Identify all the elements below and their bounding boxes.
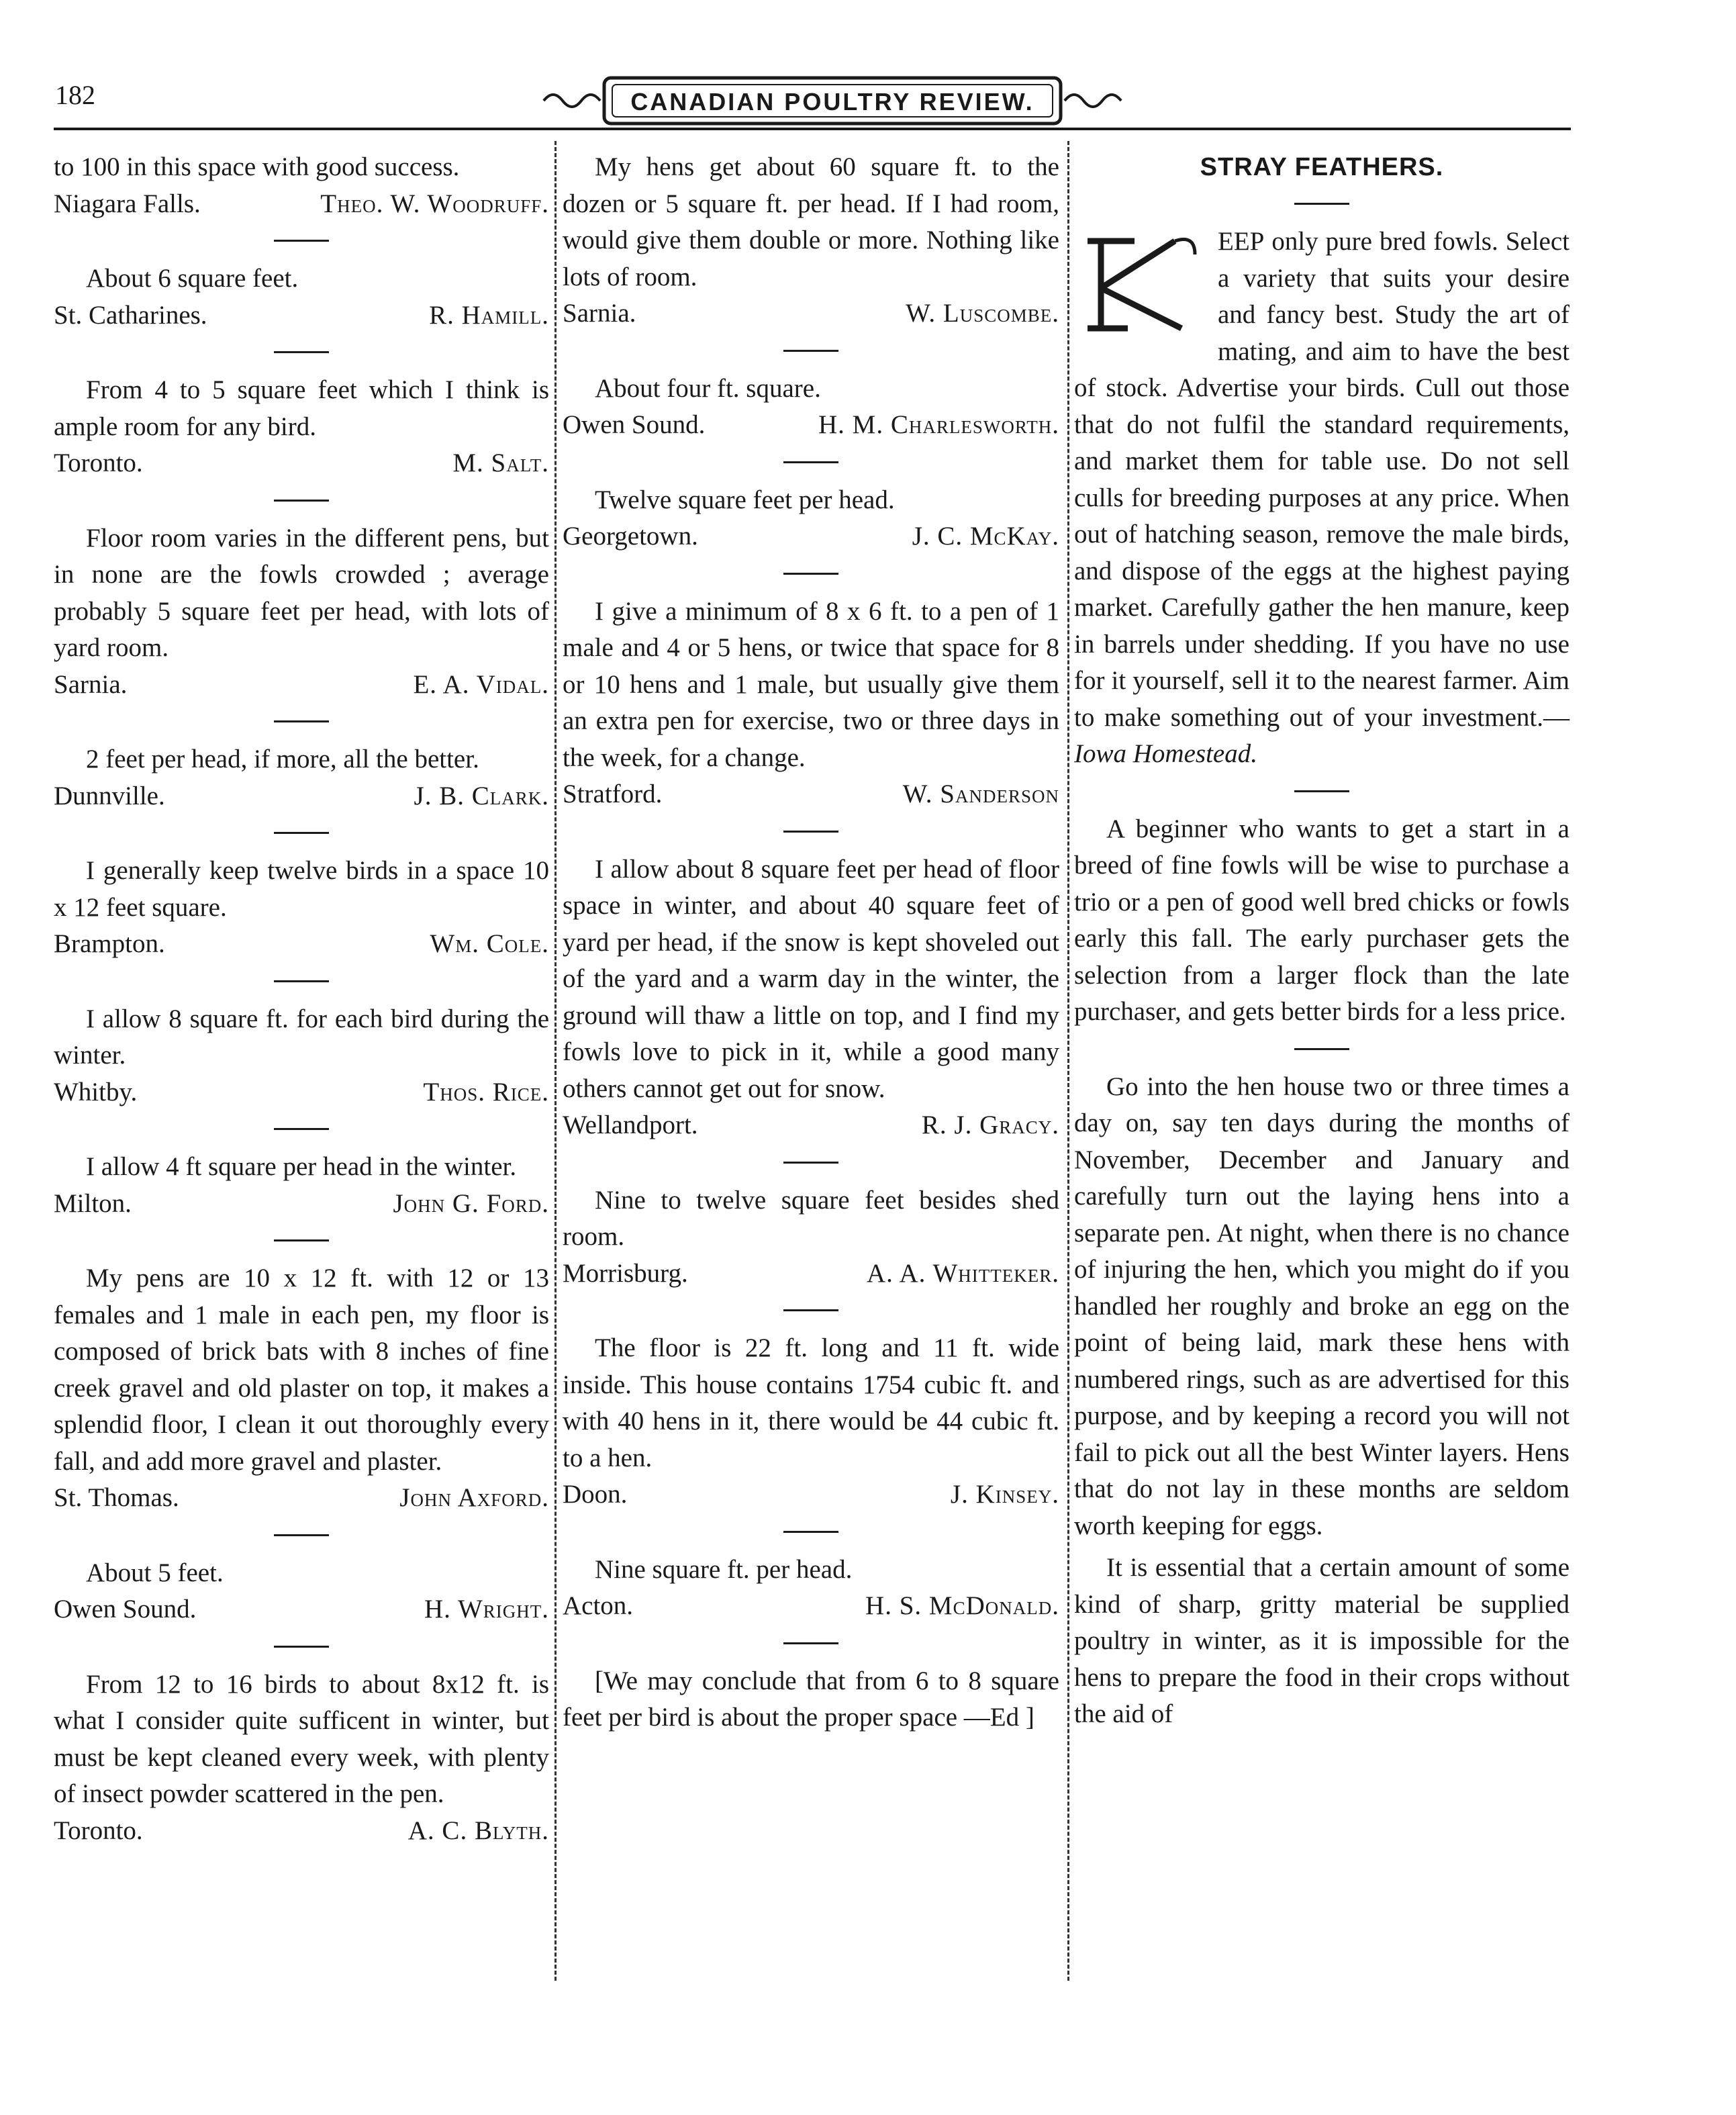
entry-text: Nine square ft. per head. <box>595 1554 853 1584</box>
signature-name: Wm. Cole. <box>430 929 549 958</box>
entry-text: I generally keep twelve birds in a space 10 x 12 feet square. <box>54 856 549 922</box>
letter-entry <box>563 371 1059 444</box>
article-paragraph-3: Go into the hen house two or three times a day on, say ten days during the months of November, December and January and carefully turn out the laying hens into a separate pen. At night, when there is no chance of injuring the hen, which you might do if you handled her roughly and broke an egg on the point of being laid, mark these hens with numbered rings, such as are advertised for this purpose, and by keeping a record you will not fail to pick out all the best Winter layers. Hens that do not lay in these months are seldom worth keeping for eggs. <box>1074 1072 1570 1540</box>
signature-place: Wellandport. <box>563 1111 698 1139</box>
signature-place: St. Thomas. <box>54 1483 179 1512</box>
signature-place: Acton. <box>563 1591 634 1620</box>
letter-entry <box>54 372 549 482</box>
signature-name: H. S. McDonald. <box>865 1591 1059 1620</box>
letter-entry <box>563 851 1059 1144</box>
entry-text: I give a minimum of 8 x 6 ft. to a pen of 1 male and 4 or 5 hens, or twice that space for 8 or 10 hens and 1 male, but usually give them an extra pen for exercise, two or three days in the week, for a change. <box>563 596 1059 772</box>
signature-place: Owen Sound. <box>54 1595 197 1624</box>
letter-entry <box>54 741 549 814</box>
entry-text: The floor is 22 ft. long and 11 ft. wide inside. This house contains 1754 cubic ft. and with 40 hens in it, there would be 44 cubic ft. to a hen. <box>563 1333 1059 1472</box>
signature-name: J. Kinsey. <box>950 1480 1059 1509</box>
letter-entry <box>54 853 549 963</box>
signature-place: Toronto. <box>54 449 143 477</box>
divider <box>274 1239 329 1241</box>
signature-name: M. Salt. <box>452 449 549 477</box>
divider <box>274 500 329 502</box>
signature-name: Theo. W. Woodruff. <box>320 189 549 218</box>
signature <box>54 297 549 334</box>
signature <box>54 1186 549 1223</box>
divider <box>783 573 838 575</box>
column-divider-1 <box>554 141 557 1981</box>
divider <box>274 1646 329 1648</box>
signature <box>54 778 549 815</box>
divider <box>1294 790 1349 792</box>
entry-text: Floor room varies in the different pens, but in none are the fowls crowded ; average probably 5 square feet per head, with lots of yard room. <box>54 523 549 662</box>
signature-place: Brampton. <box>54 929 165 958</box>
dropcap-icon <box>1074 228 1208 342</box>
divider <box>274 1534 329 1536</box>
divider <box>783 1162 838 1164</box>
letter-entry <box>54 261 549 334</box>
entry-text: From 4 to 5 square feet which I think is ample room for any bird. <box>54 375 549 441</box>
page-number: 182 <box>55 80 95 110</box>
entry-text: About 6 square feet. <box>86 264 299 293</box>
signature <box>563 295 1059 332</box>
column-3 <box>1074 149 1570 1733</box>
letter-entry <box>563 1182 1059 1292</box>
divider <box>783 1309 838 1311</box>
signature <box>54 1591 549 1628</box>
divider <box>274 351 329 353</box>
lead-word: EEP <box>1218 227 1265 256</box>
article-paragraph-2: A beginner who wants to get a start in a breed of fine fowls will be wise to purchase a trio or a pen of good well bred chicks or fowls early this fall. The early purchaser gets the selection from a larger flock than the late purchaser, and gets better birds for a less price. <box>1074 814 1570 1026</box>
entry-text: From 12 to 16 birds to about 8x12 ft. is what I consider quite sufficent in winter, but must be kept cleaned every week, with plenty of insect powder scattered in the pen. <box>54 1669 549 1808</box>
signature <box>563 518 1059 555</box>
signature <box>563 1588 1059 1625</box>
signature-name: Thos. Rice. <box>423 1077 549 1107</box>
signature <box>54 667 549 704</box>
letter-entry <box>54 1555 549 1628</box>
letter-entry <box>563 482 1059 555</box>
entry-text: My pens are 10 x 12 ft. with 12 or 13 females and 1 male in each pen, my floor is composed of brick bats with 8 inches of fine creek gravel and old plaster on top, it makes a splendid floor, I clean it out thoroughly every fall, and add more gravel and plaster. <box>54 1264 549 1476</box>
signature <box>563 776 1059 813</box>
signature-name: J. C. McKay. <box>912 522 1059 551</box>
letter-entry <box>563 149 1059 332</box>
signature-place: Morrisburg. <box>563 1258 688 1288</box>
signature-place: Milton. <box>54 1188 132 1218</box>
signature-place: Dunnville. <box>54 781 165 810</box>
signature <box>54 1074 549 1111</box>
source-citation: Iowa Homestead. <box>1074 739 1257 768</box>
letter-entry <box>54 1001 549 1111</box>
masthead-banner <box>537 70 1128 132</box>
divider <box>274 980 329 982</box>
divider <box>274 832 329 834</box>
entry-text: 2 feet per head, if more, all the better. <box>86 745 479 773</box>
masthead <box>537 70 1128 132</box>
entry-text: About 5 feet. <box>86 1558 224 1587</box>
column-1 <box>54 149 549 1849</box>
divider <box>274 240 329 242</box>
signature-place: Owen Sound. <box>563 410 706 439</box>
section-title: STRAY FEATHERS. <box>1200 153 1444 181</box>
signature-name: W. Luscombe. <box>906 299 1059 328</box>
signature-name: E. A. Vidal. <box>413 669 549 699</box>
header-rule <box>54 128 1571 130</box>
signature <box>54 186 549 223</box>
divider <box>1294 203 1349 205</box>
letter-entry <box>54 149 549 222</box>
letter-entry <box>54 1260 549 1517</box>
divider <box>783 350 838 352</box>
entry-text: My hens get about 60 square ft. to the dozen or 5 square ft. per head. If I had room, would give them double or more. Nothing like lots of room. <box>563 152 1059 291</box>
signature-name: W. Sanderson <box>902 780 1059 808</box>
letter-entry <box>563 594 1059 813</box>
divider <box>783 1531 838 1533</box>
entry-text: Nine to twelve square feet besides shed room. <box>563 1185 1059 1251</box>
divider <box>274 1128 329 1130</box>
entry-text: I allow 8 square ft. for each bird during the winter. <box>54 1004 549 1070</box>
signature <box>563 407 1059 444</box>
signature-place: Sarnia. <box>563 299 636 328</box>
letter-entry <box>54 520 549 704</box>
signature-name: R. J. Gracy. <box>921 1111 1059 1139</box>
signature-place: Whitby. <box>54 1077 138 1107</box>
signature <box>563 1256 1059 1292</box>
signature-name: H. M. Charlesworth. <box>818 410 1059 439</box>
entry-text: Twelve square feet per head. <box>595 485 895 514</box>
letter-entry <box>54 1666 549 1850</box>
signature-name: John Axford. <box>399 1483 549 1512</box>
signature-place: Niagara Falls. <box>54 189 201 218</box>
flourish-right-icon <box>1065 95 1121 107</box>
signature-place: Sarnia. <box>54 669 128 699</box>
divider <box>783 831 838 833</box>
entry-text: I allow about 8 square feet per head of floor space in winter, and about 40 square feet of yard per head, if the snow is kept shoveled out of the yard and a warm day in the winter, the ground will thaw a little on top, and I find my fowls love to pick in it, while a good many others cannot get out for snow. <box>563 854 1059 1103</box>
article-paragraph-4: It is essential that a certain amount of some kind of sharp, gritty material be supplied poultry in winter, as it is impossible for the hens to prepare the food in their crops without the aid of <box>1074 1553 1570 1728</box>
signature <box>54 1813 549 1850</box>
signature <box>54 445 549 482</box>
letter-entry <box>54 1149 549 1222</box>
signature-name: A. C. Blyth. <box>407 1816 549 1845</box>
flourish-left-icon <box>544 95 600 107</box>
signature-place: Stratford. <box>563 780 663 808</box>
signature-name: John G. Ford. <box>393 1188 549 1218</box>
letter-entry <box>563 1552 1059 1625</box>
signature <box>563 1107 1059 1144</box>
signature-name: H. Wright. <box>424 1595 549 1624</box>
signature <box>54 926 549 963</box>
signature-place: Georgetown. <box>563 522 698 551</box>
column-2 <box>563 149 1059 1736</box>
editor-note: [We may conclude that from 6 to 8 square feet per bird is about the proper space —Ed ] <box>563 1666 1059 1732</box>
divider <box>783 1642 838 1644</box>
signature-name: R. Hamill. <box>429 300 549 330</box>
entry-text: I allow 4 ft square per head in the winter. <box>86 1152 517 1181</box>
article-paragraph-1 <box>1074 224 1570 773</box>
signature-place: Doon. <box>563 1480 628 1509</box>
signature-name: J. B. Clark. <box>414 781 549 810</box>
signature-place: St. Catharines. <box>54 300 207 330</box>
signature <box>54 1480 549 1517</box>
letter-entry <box>563 1330 1059 1513</box>
column-divider-2 <box>1067 141 1069 1981</box>
signature <box>563 1476 1059 1513</box>
signature-place: Toronto. <box>54 1816 143 1845</box>
divider <box>783 461 838 463</box>
divider <box>274 720 329 722</box>
entry-text: to 100 in this space with good success. <box>54 152 460 181</box>
divider <box>1294 1048 1349 1050</box>
entry-text: About four ft. square. <box>595 373 821 403</box>
paragraph-1-text: only pure bred fowls. Select a variety that suits your desire and fancy best. Study the art of mating, and aim to have the best of stock. Advertise your birds. Cull out those that do not fulfil the standard requirements, and market them for table use. Do not sell culls for breeding purposes at any price. When out of hatching season, remove the male birds, and dispose of the eggs at the highest paying market. Carefully gather the hen manure, keep in barrels under shedding. If you have no use for it yourself, sell it to the nearest farmer. Aim to make something out of your investment.— <box>1074 227 1570 732</box>
masthead-title: CANADIAN POULTRY REVIEW. <box>630 88 1034 115</box>
signature-name: A. A. Whitteker. <box>866 1258 1059 1288</box>
